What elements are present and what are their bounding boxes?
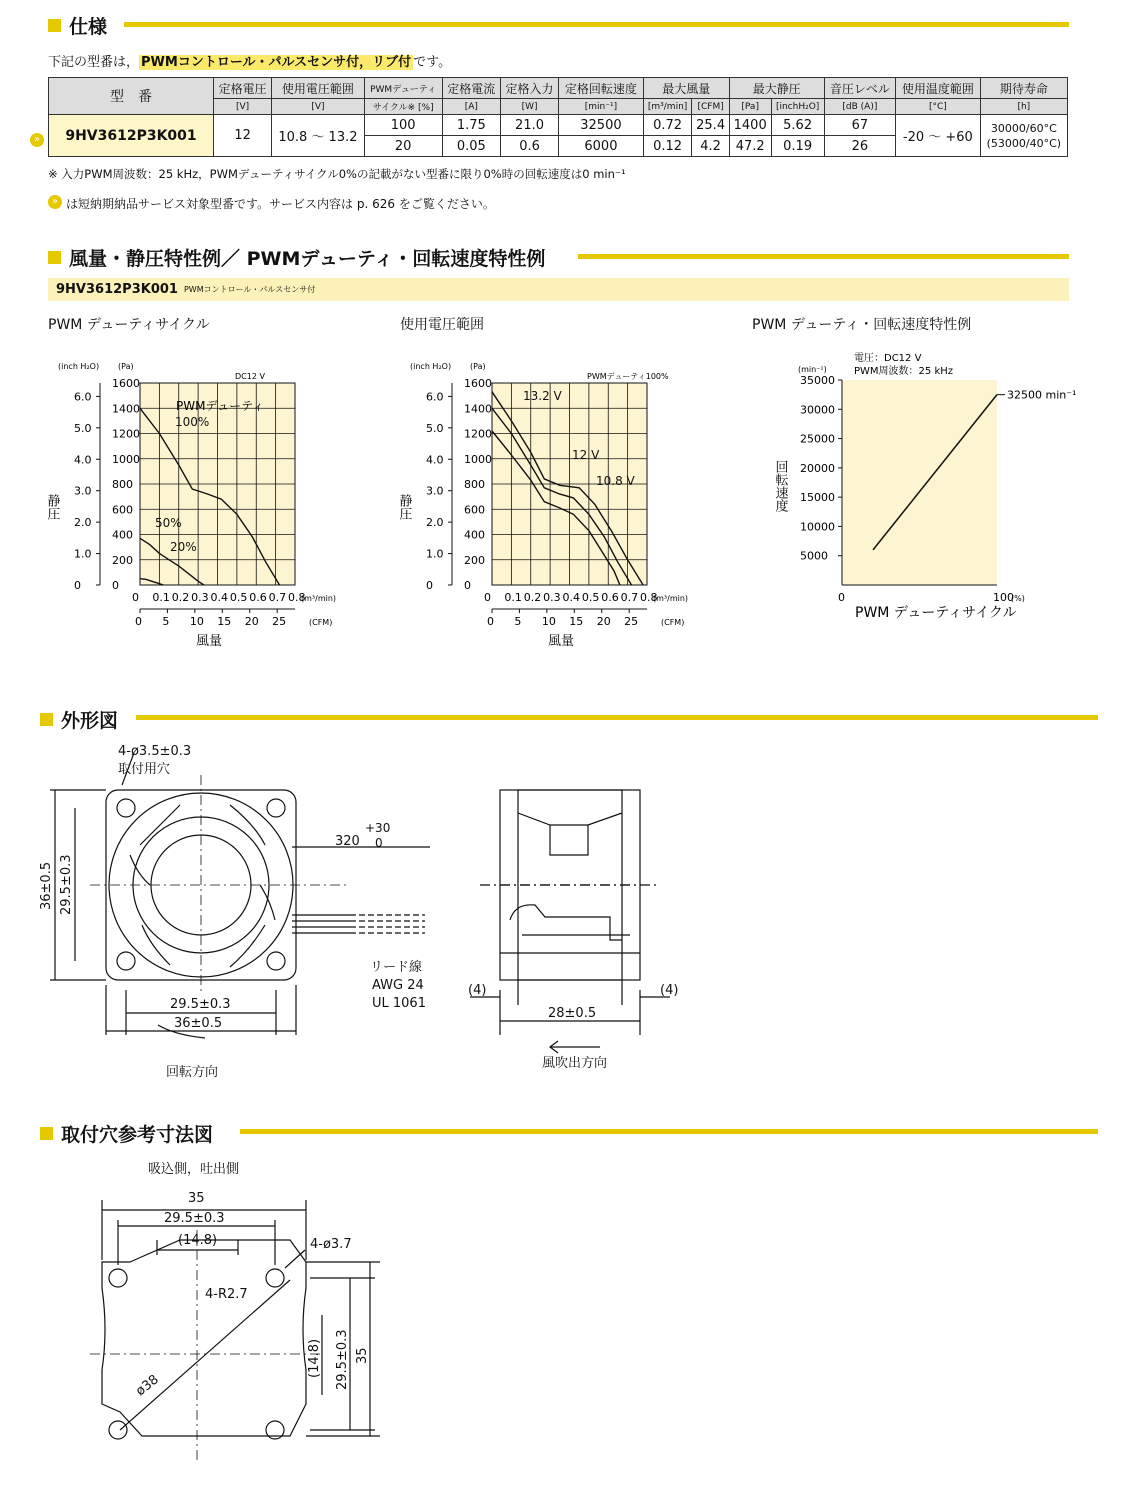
airflow-c-cell: 4.2 <box>692 136 729 157</box>
unit-rated-voltage: [V] <box>214 99 272 115</box>
x-tick-label: 0.7 <box>620 591 639 604</box>
y-tick-label: 1200 <box>464 427 492 441</box>
x-tick-label: 0.2 <box>523 591 542 604</box>
mount-hole <box>109 1421 127 1439</box>
header-op-voltage: 使用電圧範囲 <box>272 78 364 99</box>
section-title-text: 取付穴参考寸法図 <box>61 1124 214 1146</box>
square-icon <box>48 19 61 32</box>
y-tick-label: 5000 <box>800 549 828 563</box>
y-tick-label: 35000 <box>800 374 835 387</box>
y-tick-label: 10000 <box>800 520 835 534</box>
x-tick-label: 0 <box>838 591 845 604</box>
chart-title-voltage: 使用電圧範囲 <box>400 317 484 333</box>
y-tick-label: 800 <box>112 478 133 491</box>
x2-tick-label: 0 <box>135 615 142 628</box>
mount-hole <box>267 799 285 817</box>
y-tick-label: 1400 <box>112 402 140 416</box>
header-rated-voltage: 定格電圧 <box>214 78 272 99</box>
y2-tick-label: 0 <box>74 579 81 592</box>
x2-tick-label: 5 <box>514 615 522 628</box>
pressure-in-cell: 0.19 <box>771 136 824 157</box>
diameter-line <box>120 1280 290 1430</box>
life-cell <box>980 115 1067 157</box>
x-unit: (m³/min) <box>301 594 337 603</box>
x2-tick-label: 0 <box>487 615 494 628</box>
rated-voltage-cell: 12 <box>214 115 272 157</box>
bar-model: 9HV3612P3K001 <box>56 282 178 297</box>
x-tick-label: 0.5 <box>229 591 248 604</box>
pwm-cell: 20 <box>364 136 442 157</box>
mount-hole-pitch-h: 29.5±0.3 <box>164 1211 225 1226</box>
unit-temp: [°C] <box>896 99 981 115</box>
mount-hole <box>109 1269 127 1287</box>
lead-tol-plus: +30 <box>365 821 391 835</box>
mount-diameter-label: ø38 <box>133 1372 162 1400</box>
y2-tick-label: 4.0 <box>74 453 92 467</box>
unit-pressure-pa: [Pa] <box>729 99 771 115</box>
y2-tick-label: 6.0 <box>74 390 92 404</box>
dim-width: 36±0.5 <box>174 1016 223 1031</box>
mount-radius-label: 4-R2.7 <box>205 1287 248 1302</box>
airflow-m-cell: 0.72 <box>643 115 692 136</box>
lead-wires <box>350 915 425 933</box>
x-tick-label: 0.8 <box>288 591 306 604</box>
y-tick-label: 1600 <box>464 377 492 390</box>
x-tick-label: 0.3 <box>543 591 561 604</box>
y-tick-label: 1000 <box>112 452 140 466</box>
y2-tick-label: 5.0 <box>74 421 92 435</box>
mount-hole <box>266 1269 284 1287</box>
unit-op-voltage: [V] <box>272 99 364 115</box>
life-value-2: (53000/40°C) <box>986 136 1062 150</box>
x2-tick-label: 10 <box>541 615 556 628</box>
pwm-cell: 100 <box>364 115 442 136</box>
x2-tick-label: 20 <box>596 615 611 628</box>
side-left-offset: (4) <box>468 983 487 998</box>
input-cell: 0.6 <box>500 136 558 157</box>
mount-drawing <box>60 1180 420 1470</box>
series-label: 13.2 V <box>523 389 562 403</box>
noise-cell: 67 <box>824 115 895 136</box>
lead-ul: UL 1061 <box>372 996 426 1011</box>
footnote-service: は短納期納品サービス対象型番です。サービス内容は p. 626 をご覧ください。 <box>66 197 495 211</box>
temp-cell: -20 〜 +60 <box>896 115 981 157</box>
chart-annotation: PWMデューティ100% <box>587 372 669 381</box>
life-value-1: 30000/60°C <box>990 121 1057 135</box>
unit-pressure-in: [inchH₂O] <box>771 99 824 115</box>
section-title-text: 外形図 <box>61 710 119 732</box>
intro-suffix: です。 <box>413 55 452 70</box>
pressure-in-cell: 5.62 <box>771 115 824 136</box>
header-temp: 使用温度範囲 <box>896 78 981 99</box>
unit-airflow-c: [CFM] <box>692 99 729 115</box>
chart-voltage-range <box>392 355 722 650</box>
header-pwm: PWMデューティ <box>364 78 442 99</box>
holes-label: 4-ø3.5±0.3 <box>118 744 192 759</box>
rotation-label: 回転方向 <box>166 1065 219 1080</box>
y-axis-label: 静圧 <box>396 494 412 520</box>
end-label: 32500 min⁻¹ <box>1007 388 1077 402</box>
chart-title-pwm: PWM デューティサイクル <box>48 317 210 333</box>
y-tick-label: 1600 <box>112 377 140 390</box>
x-tick-label: 0.3 <box>191 591 209 604</box>
y2-tick-label: 5.0 <box>426 421 444 435</box>
curve-label: PWMデューティ <box>176 399 265 413</box>
chart-annotation: PWM周波数：25 kHz <box>854 366 954 377</box>
series-label: 20% <box>170 540 197 554</box>
x-tick-label: 0.4 <box>562 591 580 604</box>
footnote-pwm: ※ 入力PWM周波数：25 kHz，PWMデューティサイクル0%の記載がない型番に限り0%時の回転速度は0 min⁻¹ <box>48 167 626 181</box>
x-tick-label: 0.8 <box>640 591 658 604</box>
mount-caption: 吸込側，吐出側 <box>148 1162 240 1177</box>
speed-cell: 32500 <box>559 115 644 136</box>
header-model: 型 番 <box>49 78 214 115</box>
header-input: 定格入力 <box>500 78 558 99</box>
square-icon <box>48 251 61 264</box>
section-title-text: 風量・静圧特性例／ PWMデューティ・回転速度特性例 <box>69 248 546 270</box>
lead-length: 320 <box>335 834 360 849</box>
holes-caption: 取付用穴 <box>118 762 171 777</box>
section-divider <box>136 715 1098 720</box>
y-tick-label: 600 <box>112 503 133 517</box>
unit-airflow-m: [m³/min] <box>643 99 692 115</box>
x-tick-label: 0.1 <box>152 591 170 604</box>
section-divider <box>124 22 1069 27</box>
y2-tick-label: 3.0 <box>426 484 444 498</box>
square-icon <box>40 1127 53 1140</box>
header-current: 定格電流 <box>442 78 500 99</box>
lead-wires <box>292 915 350 933</box>
chart-annotation: 電圧：DC12 V <box>854 353 922 364</box>
x-tick-label: 0.1 <box>504 591 522 604</box>
input-cell: 21.0 <box>500 115 558 136</box>
section-title-mount <box>40 1120 213 1147</box>
x2-tick-label: 5 <box>162 615 170 628</box>
series-label: 100% <box>175 415 210 429</box>
series-label: 50% <box>155 516 182 530</box>
square-icon <box>40 713 53 726</box>
y-tick-label: 20000 <box>800 461 835 475</box>
x-axis-label: PWM デューティサイクル <box>855 605 1017 621</box>
spec-table <box>48 77 1068 157</box>
header-life: 期待寿命 <box>980 78 1067 99</box>
mount-height: 35 <box>355 1347 370 1364</box>
y2-tick-label: 2.0 <box>426 516 444 530</box>
x-axis-label: 風量 <box>196 634 223 649</box>
y-tick-label: 0 <box>112 579 119 592</box>
y-tick-label: 200 <box>112 553 133 567</box>
y-tick-label: 1200 <box>112 427 140 441</box>
short-delivery-icon: » <box>48 195 62 209</box>
section-title-spec <box>48 12 107 39</box>
y-tick-label: 400 <box>112 528 133 542</box>
chart-title-speed: PWM デューティ・回転速度特性例 <box>752 317 972 333</box>
current-cell: 1.75 <box>442 115 500 136</box>
airflow-label: 風吹出方向 <box>542 1056 608 1071</box>
intro-highlight: PWMコントロール・パルスセンサ付，リブ付 <box>141 55 412 70</box>
lead-awg: AWG 24 <box>372 978 424 993</box>
x2-tick-label: 15 <box>569 615 584 628</box>
y2-unit: (inch H₂O) <box>410 362 452 371</box>
section-title-curves <box>48 244 545 271</box>
series-label: 12 V <box>572 448 600 462</box>
unit-input: [W] <box>500 99 558 115</box>
airflow-c-cell: 25.4 <box>692 115 729 136</box>
mount-half-pitch-v: (14.8) <box>307 1338 322 1378</box>
x-tick-label: 0.6 <box>601 591 619 604</box>
y-unit: (Pa) <box>470 362 486 371</box>
op-voltage-cell: 10.8 〜 13.2 <box>272 115 364 157</box>
x-tick-label: 0 <box>132 591 139 604</box>
pressure-pa-cell: 47.2 <box>729 136 771 157</box>
y2-unit: (inch H₂O) <box>58 362 100 371</box>
section-title-outline <box>40 706 118 733</box>
header-noise: 音圧レベル <box>824 78 895 99</box>
x-tick-label: 0.4 <box>210 591 228 604</box>
y-axis-label: 静圧 <box>44 494 60 520</box>
y-axis-label: 回転速度 <box>772 460 788 512</box>
fan-blade <box>130 805 275 967</box>
unit-life: [h] <box>980 99 1067 115</box>
dim-height: 36±0.5 <box>39 861 54 910</box>
x-tick-label: 0.2 <box>171 591 190 604</box>
plot-area <box>842 380 997 585</box>
chart-annotation: DC12 V <box>235 372 265 381</box>
x2-unit: (CFM) <box>309 618 333 627</box>
side-depth: 28±0.5 <box>548 1006 597 1021</box>
y-tick-label: 0 <box>464 579 471 592</box>
series-label: 10.8 V <box>596 474 635 488</box>
header-pressure: 最大静圧 <box>729 78 824 99</box>
table-row <box>49 115 1068 136</box>
unit-pwm: サイクル※ [%] <box>364 99 442 115</box>
y2-tick-label: 1.0 <box>426 547 444 561</box>
x-tick-label: 0.6 <box>249 591 267 604</box>
y-tick-label: 800 <box>464 478 485 491</box>
x-tick-label: 100 <box>993 591 1014 604</box>
y-unit: (Pa) <box>118 362 134 371</box>
unit-speed: [min⁻¹] <box>559 99 644 115</box>
y2-tick-label: 6.0 <box>426 390 444 404</box>
current-cell: 0.05 <box>442 136 500 157</box>
x2-tick-label: 25 <box>272 615 287 628</box>
intro-prefix: 下記の型番は， <box>48 55 140 70</box>
y2-tick-label: 2.0 <box>74 516 92 530</box>
table-header-row <box>49 78 1068 99</box>
header-airflow: 最大風量 <box>643 78 729 99</box>
x2-tick-label: 10 <box>189 615 204 628</box>
mount-hole <box>117 799 135 817</box>
y-tick-label: 400 <box>464 528 485 542</box>
y-tick-label: 1000 <box>464 452 492 466</box>
short-delivery-icon: » <box>30 133 44 147</box>
airflow-m-cell: 0.12 <box>643 136 692 157</box>
x2-tick-label: 20 <box>244 615 259 628</box>
lead-label: リード線 <box>370 960 423 975</box>
x-tick-label: 0.5 <box>581 591 600 604</box>
noise-cell: 26 <box>824 136 895 157</box>
bar-desc: PWMコントロール・パルスセンサ付 <box>183 285 316 294</box>
x-tick-label: 0.7 <box>268 591 287 604</box>
y-tick-label: 1400 <box>464 402 492 416</box>
unit-current: [A] <box>442 99 500 115</box>
model-cell: 9HV3612P3K001 <box>49 115 214 157</box>
y2-tick-label: 1.0 <box>74 547 92 561</box>
mount-holes-label: 4-ø3.7 <box>310 1237 352 1252</box>
x2-unit: (CFM) <box>661 618 685 627</box>
y-unit: (min⁻¹) <box>798 365 827 374</box>
y-tick-label: 25000 <box>800 432 835 446</box>
chart-speed <box>760 345 1080 635</box>
speed-cell: 6000 <box>559 136 644 157</box>
model-bar <box>48 278 1069 301</box>
x-unit: (m³/min) <box>653 594 689 603</box>
unit-noise: [dB (A)] <box>824 99 895 115</box>
lead-tol-minus: 0 <box>375 836 383 850</box>
header-speed: 定格回転速度 <box>559 78 644 99</box>
y-tick-label: 30000 <box>800 403 835 417</box>
y-tick-label: 200 <box>464 553 485 567</box>
x-axis-label: 風量 <box>548 634 575 649</box>
mount-hole <box>117 952 135 970</box>
dim-hole-pitch-h: 29.5±0.3 <box>170 997 231 1012</box>
y2-tick-label: 4.0 <box>426 453 444 467</box>
y2-tick-label: 0 <box>426 579 433 592</box>
x-tick-label: 0 <box>484 591 491 604</box>
section-divider <box>240 1129 1098 1134</box>
mount-hole <box>267 952 285 970</box>
y-tick-label: 15000 <box>800 491 835 505</box>
mount-hole-pitch-v: 29.5±0.3 <box>335 1329 350 1390</box>
x2-tick-label: 15 <box>217 615 232 628</box>
y2-tick-label: 3.0 <box>74 484 92 498</box>
section-divider <box>578 254 1069 259</box>
outline-drawing <box>30 735 730 1085</box>
pressure-pa-cell: 1400 <box>729 115 771 136</box>
dim-hole-pitch-v: 29.5±0.3 <box>59 854 74 915</box>
chart-pwm-duty <box>40 355 370 650</box>
x2-tick-label: 25 <box>624 615 639 628</box>
y-tick-label: 600 <box>464 503 485 517</box>
mount-width: 35 <box>188 1191 205 1206</box>
x-unit: (%) <box>1011 594 1025 603</box>
intro-text <box>48 51 451 70</box>
mount-half-pitch-h: (14.8) <box>178 1233 218 1248</box>
side-right-offset: (4) <box>660 983 679 998</box>
section-title-text: 仕様 <box>69 16 108 38</box>
